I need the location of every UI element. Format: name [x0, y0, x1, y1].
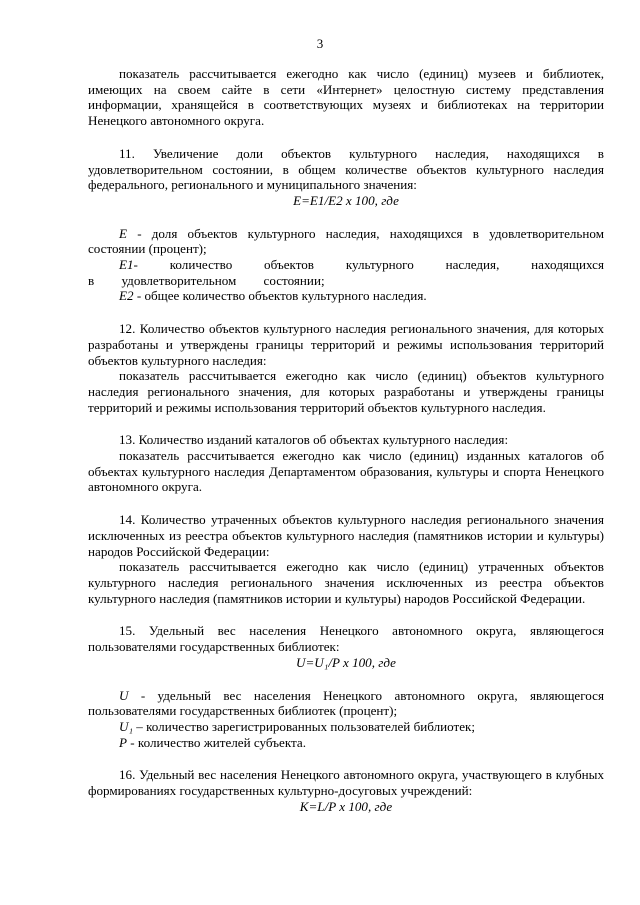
item-15-title: 15. Удельный вес населения Ненецкого автономного округа, являющегося пользователями государственных библиотек:	[88, 623, 604, 655]
symbol-u1: U₁	[119, 718, 134, 734]
definition-p-text: - количество жителей субъекта.	[127, 734, 306, 750]
item-14-body: показатель рассчитывается ежегодно как число (единиц) утраченных объектов культурного наследия регионального значения исключенных из реестра объектов культурного наследия (памятников истории и культуры) народов Российской Федерации.	[88, 559, 604, 606]
item-15-definition-u	[88, 688, 604, 719]
definition-e-text: - доля объектов культурного наследия, находящихся в удовлетворительном состоянии (процент);	[88, 225, 604, 257]
symbol-e2: E2	[119, 288, 134, 304]
item-11-formula: E=E1/E2 x 100, где	[293, 192, 399, 208]
item-16-formula: K=L/P x 100, где	[299, 798, 393, 814]
item-11-definition-e	[88, 226, 604, 257]
definition-u-text: - удельный вес населения Ненецкого автономного округа, являющегося пользователями государственных библиотек (процент);	[88, 687, 604, 719]
definition-e2-text: - общее количество объектов культурного наследия.	[133, 288, 427, 304]
item-15-definition-p	[88, 735, 604, 751]
page-number: 3	[316, 36, 324, 51]
item-11-definition-e2	[88, 288, 604, 304]
item-15-definition-u1	[88, 719, 604, 735]
document-body	[88, 66, 604, 814]
symbol-u: U	[119, 687, 129, 703]
paragraph-p1: показатель рассчитывается ежегодно как число (единиц) музеев и библиотек, имеющих на своем сайте в сети «Интернет» целостную систему представления информации, хранящейся в соответствующих музеях и библиотеках на территории Ненецкого автономного округа.	[88, 66, 604, 129]
item-11-title: 11. Увеличение доли объектов культурного наследия, находящихся в удовлетворительном состоянии, в общем количестве объектов культурного наследия федерального, регионального и муниципального значения:	[88, 145, 604, 193]
definition-u1-text: – количество зарегистрированных пользователей библиотек;	[133, 718, 476, 734]
symbol-p: P	[119, 734, 127, 750]
symbol-e1: E1	[119, 257, 134, 273]
item-12-body: показатель рассчитывается ежегодно как число (единиц) объектов культурного наследия регионального значения, для которых разработаны и утверждены границы территорий и режимы использования территорий объектов культурного наследия.	[88, 368, 604, 415]
item-12-title: 12. Количество объектов культурного наследия регионального значения, для которых разработаны и утверждены границы территорий и режимы использования территорий объектов культурного наследия:	[88, 321, 604, 368]
item-13-title: 13. Количество изданий каталогов об объектах культурного наследия:	[119, 432, 509, 448]
symbol-e: E	[119, 225, 127, 241]
item-16-title: 16. Удельный вес населения Ненецкого автономного округа, участвующего в клубных формированиях государственных культурно-досуговых учреждений:	[88, 767, 604, 799]
definition-e1-text: - количество объектов культурного наследия, находящихся в удовлетворительном состоянии;	[88, 257, 604, 288]
item-11-definition-e1	[88, 257, 604, 288]
item-14-title: 14. Количество утраченных объектов культурного наследия регионального значения исключенных из реестра объектов культурного наследия (памятников истории и культуры) народов Российской Федерации:	[88, 512, 604, 559]
item-13-body: показатель рассчитывается ежегодно как число (единиц) изданных каталогов об объектах культурного наследия Департаментом образования, культуры и спорта Ненецкого автономного округа.	[88, 448, 604, 495]
item-15-formula: U=U₁/P x 100, где	[296, 654, 396, 670]
